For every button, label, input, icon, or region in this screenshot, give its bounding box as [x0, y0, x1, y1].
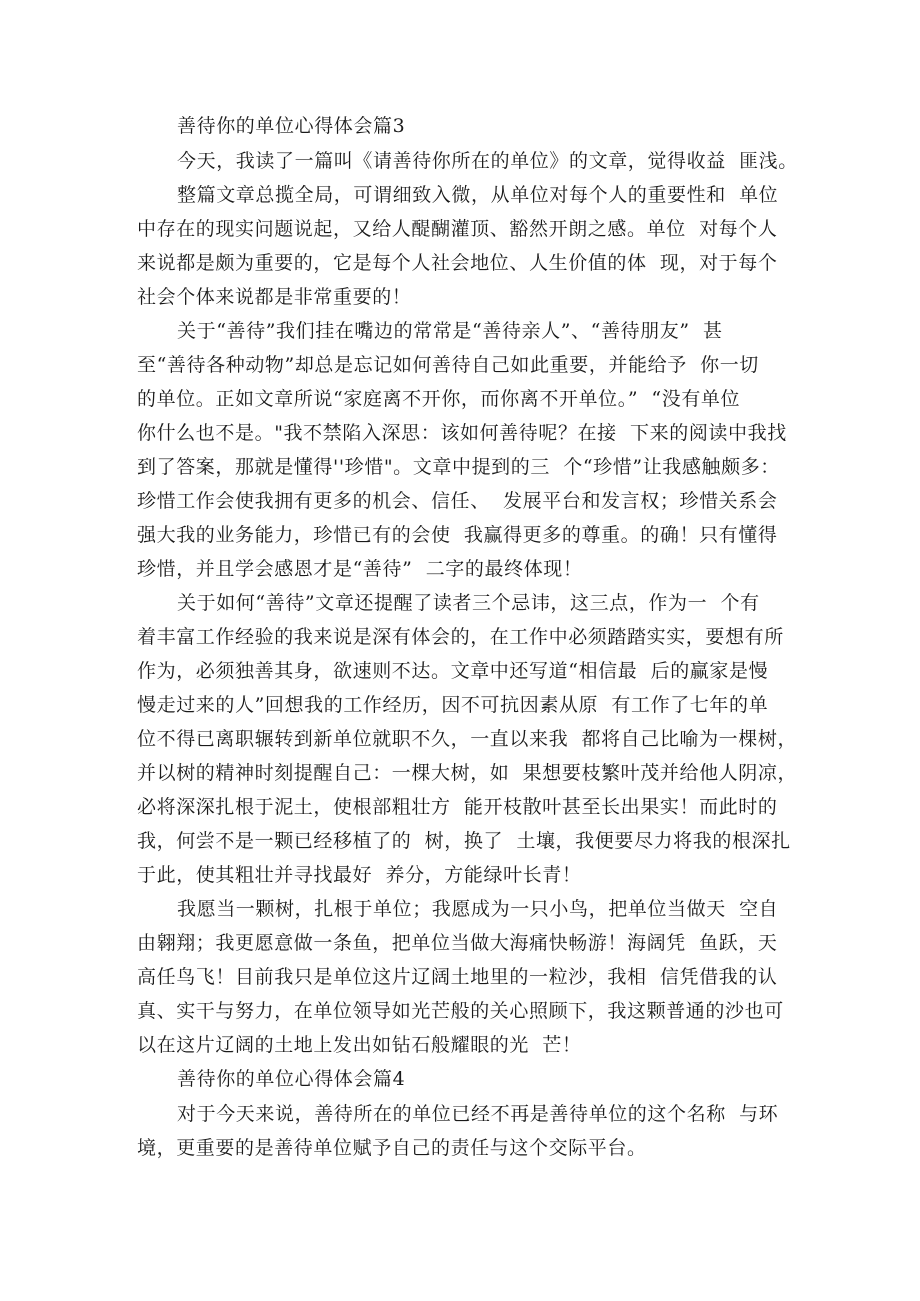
paragraph-line: 你什么也不是。"我不禁陷入深思：该如何善待呢？在接 下来的阅读中我找: [137, 422, 787, 444]
paragraph-line: 关于如何“善待”文章还提醒了读者三个忌讳，这三点，作为一 个有: [177, 592, 760, 614]
paragraph-line: 高任鸟飞！目前我只是单位这片辽阔土地里的一粒沙，我相 信凭借我的认: [137, 966, 778, 988]
paragraph-line: 我，何尝不是一颗已经移植了的 树，换了 土壤，我便要尽力将我的根深扎: [137, 830, 791, 852]
paragraph-line: 位不得已离职辗转到新单位就职不久，一直以来我 都将自己比喻为一棵树，: [137, 728, 798, 750]
paragraph-line: 至“善待各种动物”却总是忘记如何善待自己如此重要，并能给予 你一切: [137, 354, 759, 376]
paragraph-line: 并以树的精神时刻提醒自己：一棵大树，如 果想要枝繁叶茂并给他人阴凉，: [137, 762, 798, 784]
paragraph-line: 对于今天来说，善待所在的单位已经不再是善待单位的这个名称 与环: [177, 1103, 779, 1125]
paragraph-line: 真、实干与努力，在单位领导如光芒般的关心照顾下，我这颗普通的沙也可: [137, 1000, 784, 1022]
paragraph-line: 关于“善待”我们挂在嘴边的常常是“善待亲人”、“善待朋友” 甚: [177, 320, 723, 342]
paragraph-line: 慢走过来的人”回想我的工作经历，因不可抗因素从原 有工作了七年的单: [137, 694, 769, 716]
paragraph-line: 我愿当一颗树，扎根于单位；我愿成为一只小鸟，把单位当做天 空自: [177, 898, 779, 920]
paragraph-line: 着丰富工作经验的我来说是深有体会的，在工作中必须踏踏实实，要想有所: [137, 626, 784, 648]
paragraph-line: 珍惜工作会使我拥有更多的机会、信任、 发展平台和发言权；珍惜关系会: [137, 490, 778, 512]
paragraph-line: 珍惜，并且学会感恩才是“善待” 二字的最终体现！: [137, 558, 583, 580]
paragraph-line: 的单位。正如文章所说“家庭离不开你，而你离不开单位。” “没有单位: [137, 388, 741, 410]
paragraph-line: 社会个体来说都是非常重要的！: [137, 286, 412, 308]
paragraph-line: 强大我的业务能力，珍惜已有的会使 我赢得更多的尊重。的确！只有懂得: [137, 524, 778, 546]
paragraph-line: 整篇文章总揽全局，可谓细致入微，从单位对每个人的重要性和 单位: [177, 184, 779, 206]
paragraph-line: 于此，使其粗壮并寻找最好 养分，方能绿叶长青！: [137, 864, 582, 886]
paragraph-line: 今天，我读了一篇叫《请善待你所在的单位》的文章，觉得收益 匪浅。: [177, 150, 798, 172]
paragraph-line: 到了答案，那就是懂得''珍惜"。文章中提到的三 个“珍惜”让我感触颇多：: [137, 456, 780, 478]
paragraph-line: 境，更重要的是善待单位赋予自己的责任与这个交际平台。: [137, 1137, 647, 1159]
paragraph-line: 由翱翔；我更愿意做一条鱼，把单位当做大海痛快畅游！海阔凭 鱼跃，天: [137, 932, 778, 954]
section-title-4: 善待你的单位心得体会篇4: [177, 1068, 406, 1090]
paragraph-line: 中存在的现实问题说起，又给人醍醐灌顶、豁然开朗之感。单位 对每个人: [137, 218, 778, 240]
paragraph-line: 作为，必须独善其身，欲速则不达。文章中还写道“相信最 后的赢家是慢: [137, 660, 769, 682]
paragraph-line: 来说都是颇为重要的，它是每个人社会地位、人生价值的体 现，对于每个: [137, 252, 778, 274]
paragraph-line: 必将深深扎根于泥土，使根部粗壮方 能开枝散叶甚至长出果实！而此时的: [137, 796, 778, 818]
section-title-3: 善待你的单位心得体会篇3: [177, 115, 406, 137]
paragraph-line: 以在这片辽阔的土地上发出如钻石般耀眼的光 芒！: [137, 1034, 582, 1056]
